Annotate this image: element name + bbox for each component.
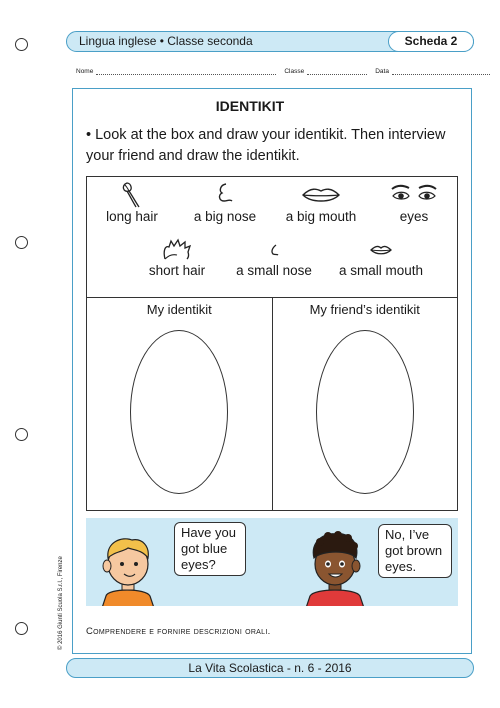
date-label: Data xyxy=(375,68,389,75)
bubble-line: No, I’ve xyxy=(385,527,430,542)
binder-hole xyxy=(15,236,28,249)
learning-objective: Comprendere e fornire descrizioni orali. xyxy=(86,626,271,637)
vocab-label: eyes xyxy=(399,209,429,224)
big-nose-icon xyxy=(210,179,240,209)
vocab-label: short hair xyxy=(148,263,206,278)
friend-identikit-panel[interactable] xyxy=(272,298,458,510)
long-hair-icon xyxy=(117,179,147,209)
big-mouth-icon xyxy=(299,179,343,209)
eyes-icon xyxy=(389,179,439,209)
vocab-item-small-mouth xyxy=(331,237,431,278)
short-hair-icon xyxy=(159,237,195,263)
vocab-item-big-mouth xyxy=(277,179,365,224)
name-line[interactable] xyxy=(96,69,276,75)
copyright-notice: © 2016 Giunti Scuola S.r.l., Firenze xyxy=(58,556,64,650)
header-subject: Lingua inglese • Classe seconda xyxy=(79,34,253,48)
vocab-item-short-hair xyxy=(137,237,217,278)
vocab-item-long-hair xyxy=(95,179,169,224)
vocab-label: a big nose xyxy=(193,209,257,224)
header-bar xyxy=(66,31,474,52)
sheet-number: Scheda 2 xyxy=(388,31,474,52)
name-field[interactable] xyxy=(76,68,276,75)
student-fields xyxy=(76,68,472,75)
identikit-panels xyxy=(86,297,458,511)
bubble-line: Have you xyxy=(181,525,236,540)
small-nose-icon xyxy=(261,237,287,263)
face-oval[interactable] xyxy=(316,330,414,494)
vocab-label: a small nose xyxy=(236,263,312,278)
page-title: IDENTIKIT xyxy=(215,98,285,114)
my-identikit-panel[interactable] xyxy=(87,298,272,510)
vocab-item-eyes xyxy=(383,179,445,224)
class-field[interactable] xyxy=(284,68,367,75)
answer-bubble xyxy=(378,524,452,578)
bubble-line: eyes? xyxy=(181,557,216,572)
binder-hole xyxy=(15,622,28,635)
bubble-line: eyes. xyxy=(385,559,417,574)
question-bubble xyxy=(174,522,246,576)
class-label: Classe xyxy=(284,68,305,75)
bubble-line: got blue xyxy=(181,541,228,556)
date-line[interactable] xyxy=(392,69,490,75)
face-oval[interactable] xyxy=(130,330,228,494)
vocab-label: a small mouth xyxy=(338,263,424,278)
blond-boy-illustration xyxy=(92,528,162,606)
vocab-item-big-nose xyxy=(183,179,267,224)
curly-hair-boy-illustration xyxy=(298,524,374,606)
vocab-label: long hair xyxy=(106,209,158,224)
binder-hole xyxy=(15,38,28,51)
class-line[interactable] xyxy=(307,69,367,75)
friend-identikit-heading: My friend’s identikit xyxy=(309,302,420,317)
dialogue-scene xyxy=(86,518,458,606)
instruction-text: • Look at the box and draw your identikit. Then interview your friend and draw the identikit. xyxy=(86,127,446,164)
binder-hole xyxy=(15,428,28,441)
vocab-item-small-nose xyxy=(231,237,317,278)
vocabulary-box xyxy=(86,176,458,298)
date-field[interactable] xyxy=(375,68,490,75)
vocab-label: a big mouth xyxy=(285,209,357,224)
name-label: Nome xyxy=(76,68,94,75)
my-identikit-heading: My identikit xyxy=(146,302,212,317)
magazine-footer: La Vita Scolastica - n. 6 - 2016 xyxy=(66,658,474,678)
small-mouth-icon xyxy=(366,237,396,263)
bubble-line: got brown xyxy=(385,543,443,558)
